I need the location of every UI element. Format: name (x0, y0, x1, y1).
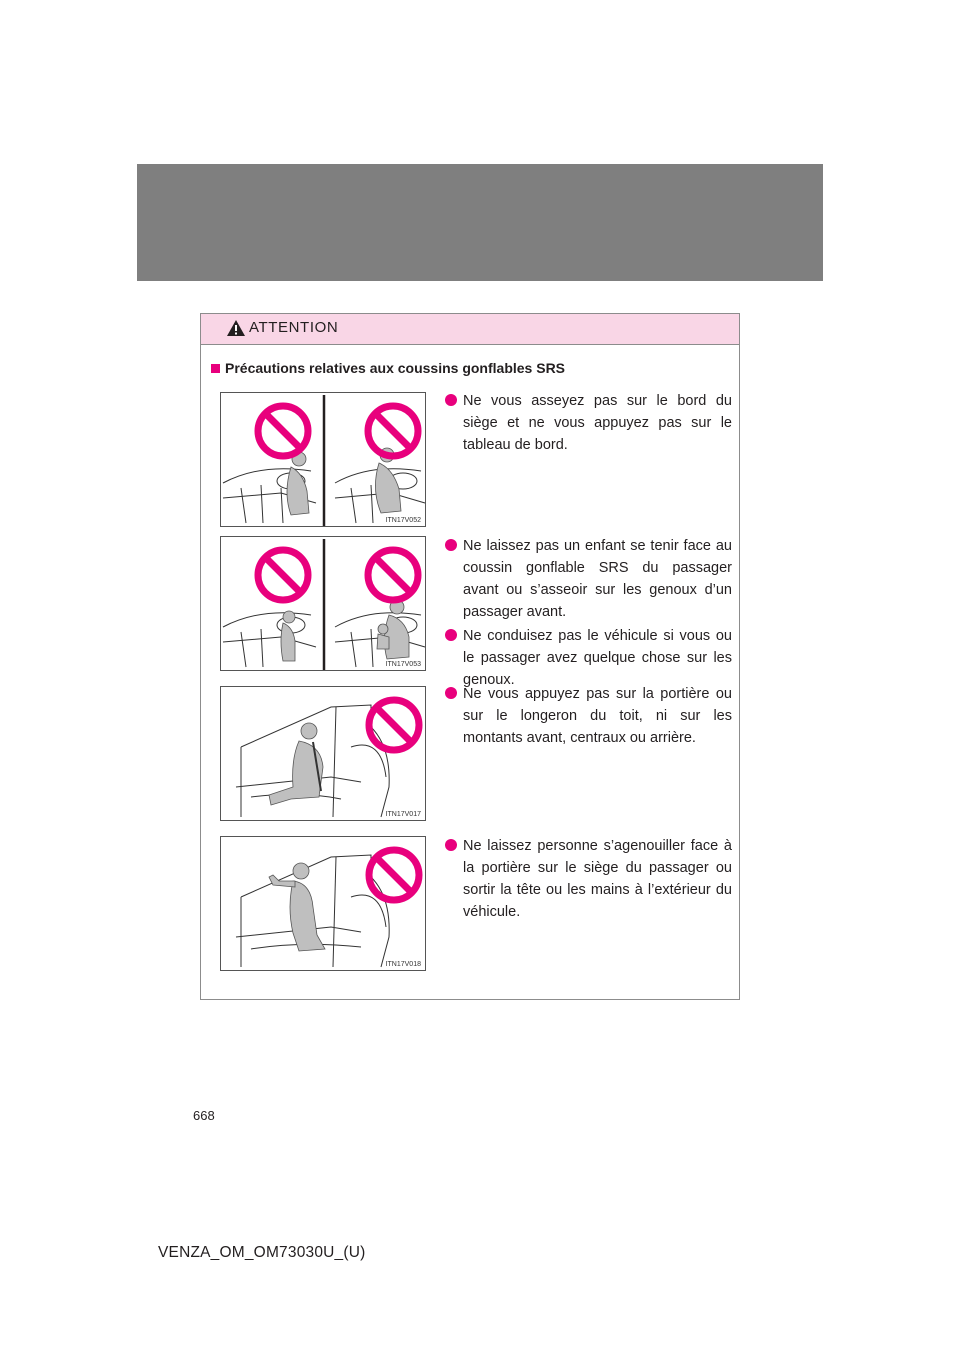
illustration-code: ITN17V052 (385, 517, 421, 524)
car-interior-illustration (221, 393, 427, 528)
car-interior-illustration (221, 537, 427, 672)
car-door-illustration (221, 837, 427, 972)
bullet-text: Ne laissez pas un enfant se tenir face au coussin gonflable SRS du passager avant ou s’asseoir sur les genoux d’un passager avant. (463, 538, 732, 620)
document-footer-code: VENZA_OM_OM73030U_(U) (158, 1244, 366, 1261)
bullet-item (432, 390, 732, 456)
bullet-dot-icon (445, 629, 457, 641)
bullet-text: Ne conduisez pas le véhicule si vous ou le passager avez quelque chose sur les genoux. (463, 628, 732, 688)
illustration-code: ITN17V053 (385, 661, 421, 668)
square-bullet-icon (211, 364, 220, 373)
warning-triangle-icon (226, 319, 246, 337)
illustration-code: ITN17V018 (385, 961, 421, 968)
caution-label: ATTENTION (249, 319, 339, 336)
illustration-kneeling-door (220, 836, 426, 971)
bullet-item (432, 835, 732, 923)
bullet-dot-icon (445, 539, 457, 551)
bullet-text: Ne laissez personne s’agenouiller face à la portière sur le siège du passager ou sortir la tête ou les mains à l’extérieur du véhicule. (463, 838, 732, 920)
section-subheading (211, 360, 565, 376)
illustration-leaning-dashboard (220, 392, 426, 527)
bullet-text: Ne vous asseyez pas sur le bord du siège et ne vous appuyez pas sur le tableau de bord. (463, 393, 732, 453)
car-door-illustration (221, 687, 427, 822)
caution-box (200, 313, 740, 1000)
illustration-leaning-door (220, 686, 426, 821)
illustration-code: ITN17V017 (385, 811, 421, 818)
bullet-dot-icon (445, 839, 457, 851)
bullet-item (432, 683, 732, 749)
page-number: 668 (193, 1108, 215, 1123)
bullet-item (432, 625, 732, 691)
chapter-header-band (137, 164, 823, 281)
caution-header (201, 314, 739, 345)
illustration-child-airbag (220, 536, 426, 671)
bullet-item (432, 535, 732, 623)
subheading-text: Précautions relatives aux coussins gonflables SRS (225, 360, 566, 376)
bullet-dot-icon (445, 687, 457, 699)
bullet-text: Ne vous appuyez pas sur la portière ou sur le longeron du toit, ni sur les montants avant, centraux ou arrière. (463, 686, 732, 746)
bullet-dot-icon (445, 394, 457, 406)
